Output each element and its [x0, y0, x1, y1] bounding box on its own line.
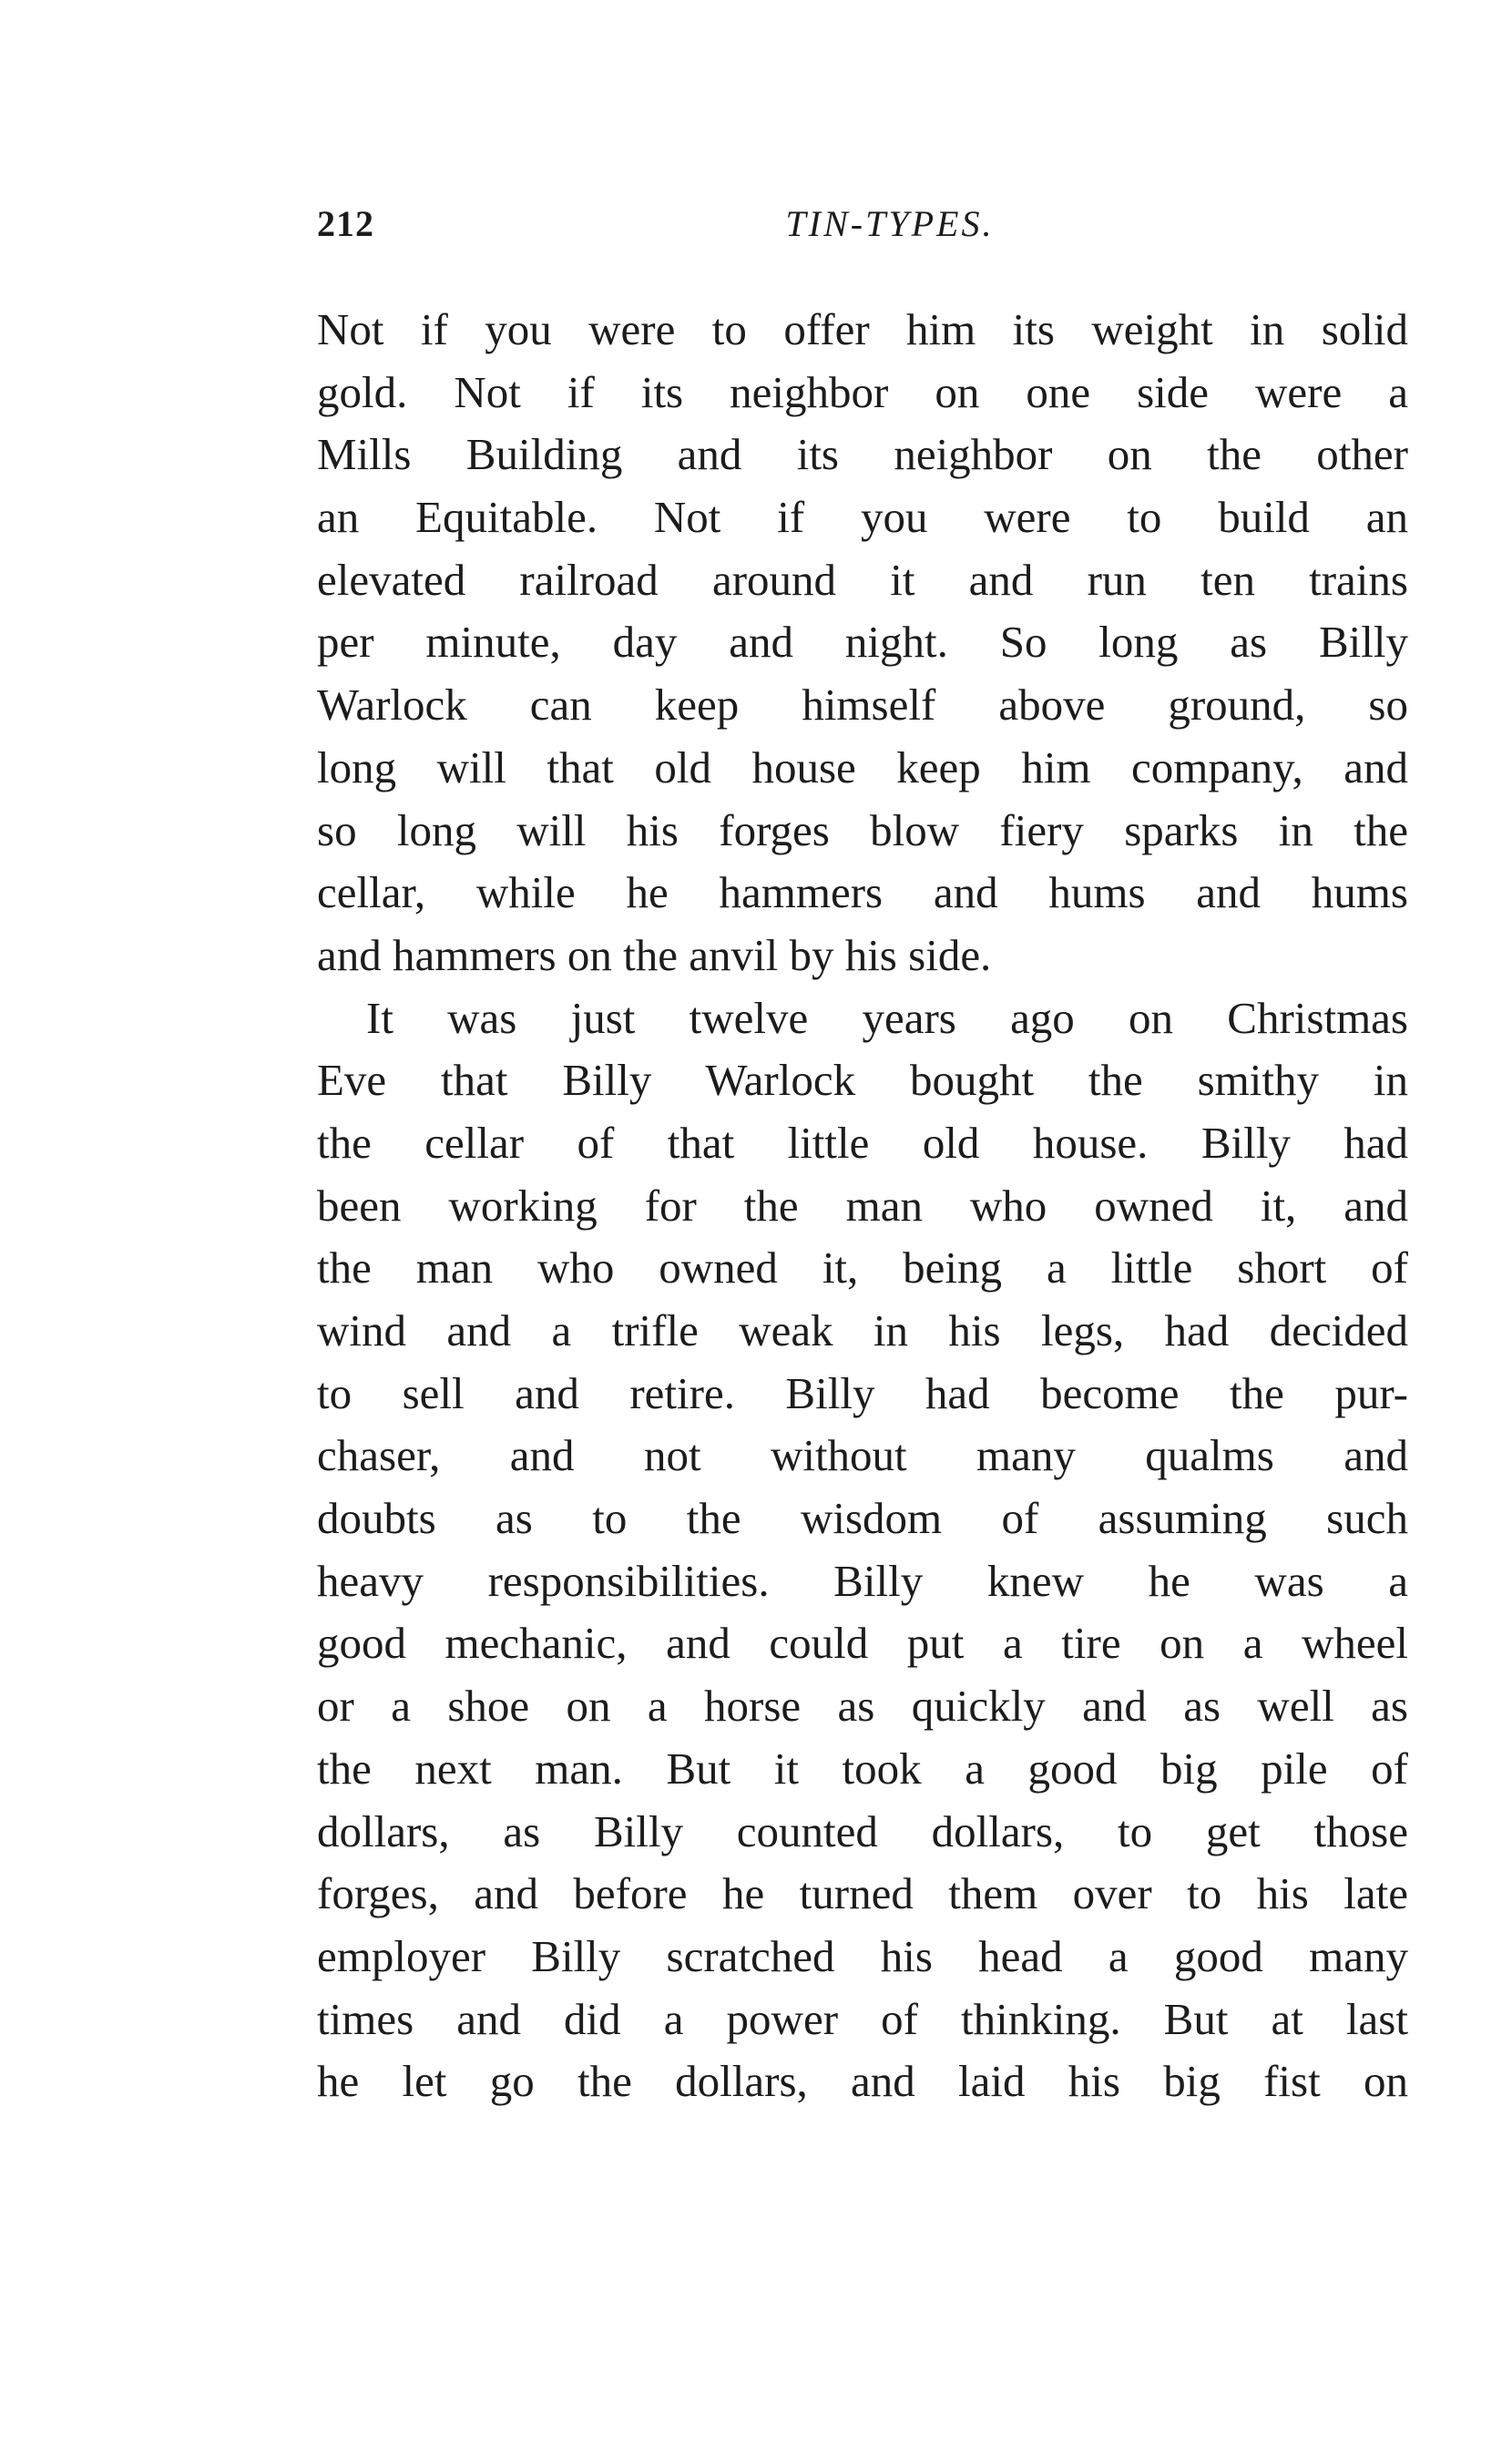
- text-line: cellar, while he hammers and hums and hums: [317, 867, 1408, 918]
- text-line: he let go the dollars, and laid his big fist on: [317, 2056, 1408, 2107]
- text-line: to sell and retire. Billy had become the pur-: [317, 1367, 1408, 1418]
- text-line: chaser, and not without many qualms and: [317, 1430, 1408, 1481]
- text-line: wind and a trifle weak in his legs, had decided: [317, 1305, 1408, 1355]
- text-line: Warlock can keep himself above ground, so: [317, 680, 1408, 731]
- text-line: an Equitable. Not if you were to build an: [317, 492, 1408, 543]
- paragraph-start-line: It was just twelve years ago on Christmas: [366, 992, 1408, 1043]
- running-title: TIN-TYPES.: [785, 203, 995, 244]
- text-line: doubts as to the wisdom of assuming such: [317, 1493, 1408, 1544]
- text-line: so long will his forges blow fiery sparks in the: [317, 804, 1408, 855]
- text-line: employer Billy scratched his head a good many: [317, 1930, 1408, 1981]
- text-line: Eve that Billy Warlock bought the smithy in: [317, 1055, 1408, 1106]
- text-line: dollars, as Billy counted dollars, to get those: [317, 1805, 1408, 1856]
- text-line: Not if you were to offer him its weight in solid: [317, 304, 1408, 354]
- paragraph-end-line: and hammers on the anvil by his side.: [317, 929, 992, 980]
- text-line: the next man. But it took a good big pile of: [317, 1743, 1408, 1794]
- text-line: forges, and before he turned them over to his late: [317, 1868, 1408, 1919]
- text-line: been working for the man who owned it, and: [317, 1180, 1408, 1231]
- running-head: [317, 202, 1408, 257]
- text-line: times and did a power of thinking. But at last: [317, 1993, 1408, 2044]
- text-line: good mechanic, and could put a tire on a wheel: [317, 1618, 1408, 1669]
- text-line: or a shoe on a horse as quickly and as well as: [317, 1681, 1408, 1732]
- text-line: long will that old house keep him company, and: [317, 741, 1408, 792]
- text-line: gold. Not if its neighbor on one side were a: [317, 366, 1408, 417]
- text-line: per minute, day and night. So long as Billy: [317, 617, 1408, 668]
- page-number: 212: [317, 203, 374, 244]
- body-text: [317, 299, 1408, 2113]
- text-line: elevated railroad around it and run ten trains: [317, 554, 1408, 605]
- text-line: heavy responsibilities. Billy knew he was a: [317, 1555, 1408, 1606]
- text-line: the cellar of that little old house. Billy had: [317, 1117, 1408, 1168]
- text-line: the man who owned it, being a little short of: [317, 1242, 1408, 1293]
- text-line: Mills Building and its neighbor on the other: [317, 429, 1408, 480]
